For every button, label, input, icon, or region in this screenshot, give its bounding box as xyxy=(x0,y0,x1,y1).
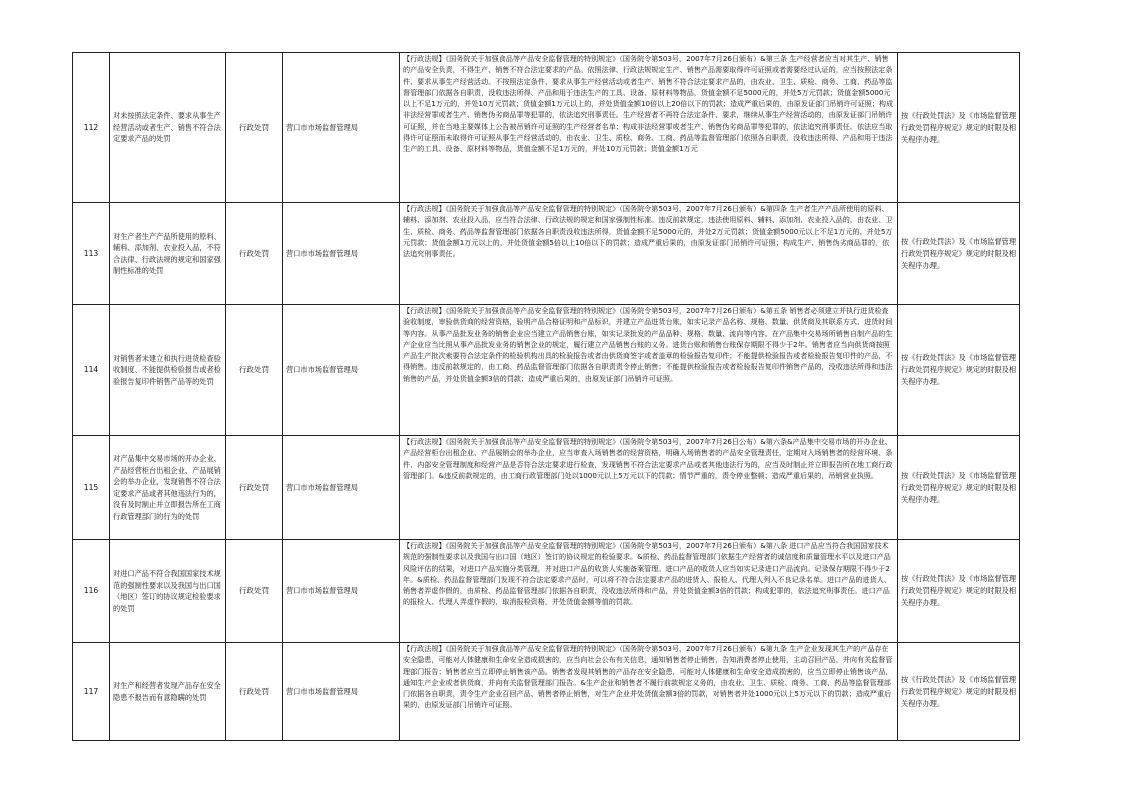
item-procedure-note: 按《行政处罚法》及《市场监督管理行政处罚程序规定》规定的时限及相关程序办理。 xyxy=(898,305,1020,436)
item-type: 行政处罚 xyxy=(226,643,283,741)
item-name: 对生产和经营者发现产品存在安全隐患不报告而有意隐瞒的处罚 xyxy=(110,643,226,741)
item-type: 行政处罚 xyxy=(226,540,283,643)
item-name: 对生产者生产产品所使用的原料、辅料、添加剂、农业投入品，不符合法律、行政法规的规定和国家强制性标准的处罚 xyxy=(110,203,226,305)
item-legal-basis xyxy=(400,53,898,203)
item-legal-basis-text: 【行政法规】《国务院关于加强食品等产品安全监督管理的特别规定》（国务院令第503号，2007年7月26日颁布）&第八条 进口产品应当符合我国国家技术规范的强制性要求以及我国与出口国（地区）签订的协议规定的检验要求。&质检、药品监督管理部门依据生产经营者的诚信度和质量管理水平以及进口产品风险评估的结果，对进口产品实施分类管理，并对进口产品的收货人实施备案管理。进口产品的收货人应当如实记录进口产品流向。记录保存期限不得少于2年。&质检、药品监督管理部门发现不符合法定要求产品时，可以将不符合法定要求产品的进货人、报检人、代理人列入不良记录名单。进口产品的进货人、销售者弄虚作假的，由质检、药品监督管理部门依据各自职责，没收违法所得和产品，并处货值金额3倍的罚款；构成犯罪的，依法追究刑事责任。进口产品的报检人、代理人弄虚作假的，取消报检资格，并处货值金额等值的罚款。 xyxy=(403,541,891,607)
item-authority: 营口市市场监督管理局 xyxy=(283,203,400,305)
item-legal-basis xyxy=(400,540,898,643)
item-legal-basis xyxy=(400,305,898,436)
item-name: 对未按照法定条件、要求从事生产经营活动或者生产、销售不符合法定要求产品的处罚 xyxy=(110,53,226,203)
item-procedure-note: 按《行政处罚法》及《市场监督管理行政处罚程序规定》规定的时限及相关程序办理。 xyxy=(898,643,1020,741)
table-row xyxy=(73,203,1020,305)
item-procedure-note: 按《行政处罚法》及《市场监督管理行政处罚程序规定》规定的时限及相关程序办理。 xyxy=(898,436,1020,540)
penalty-items-table xyxy=(72,52,1020,741)
item-name: 对产品集中交易市场的开办企业、产品经营柜台出租企业、产品展销会的举办企业，发现销售不符合法定要求产品或者其他违法行为的，没有及时制止并立即报告所在工商行政管理部门的行为的处罚 xyxy=(110,436,226,540)
table-row xyxy=(73,305,1020,436)
table-row xyxy=(73,540,1020,643)
item-legal-basis-text: 【行政法规】《国务院关于加强食品等产品安全监督管理的特别规定》（国务院令第503号，2007年7月26日颁布）&第九条 生产企业发现其生产的产品存在安全隐患，可能对人体健康和生命安全造成损害的，应当向社会公布有关信息，通知销售者停止销售，告知消费者停止使用，主动召回产品，并向有关监督管理部门报告；销售者应当立即停止销售该产品。销售者发现其销售的产品存在安全隐患，可能对人体健康和生命安全造成损害的，应当立即停止销售该产品，通知生产企业或者供货商，并向有关监督管理部门报告。&生产企业和销售者不履行前款规定义务的，由农业、卫生、质检、商务、工商、药品等监督管理部门依据各自职责，责令生产企业召回产品、销售者停止销售，对生产企业并处货值金额3倍的罚款，对销售者并处1000元以上5万元以下的罚款；造成严重后果的，由原发证部门吊销许可证照。 xyxy=(403,644,893,710)
item-legal-basis-text: 【行政法规】《国务院关于加强食品等产品安全监督管理的特别规定》（国务院令第503号，2007年7月26日颁布）&第三条 生产经营者应当对其生产、销售的产品安全负责，不得生产、销售不符合法定要求的产品。依照法律、行政法规规定生产、销售产品需要取得许可证照或者需要经过认证的，应当按照法定条件、要求从事生产经营活动。不按照法定条件、要求从事生产经营活动或者生产、销售不符合法定要求产品的，由农业、卫生、质检、商务、工商、药品等监督管理部门依据各自职责，没收违法所得、产品和用于违法生产的工具、设备、原材料等物品，货值金额不足5000元的，并处5万元罚款；货值金额5000元以上不足1万元的，并处10万元罚款；货值金额1万元以上的，并处货值金额10倍以上20倍以下的罚款；造成严重后果的，由原发证部门吊销许可证照；构成非法经营罪或者生产、销售伪劣商品罪等犯罪的，依法追究刑事责任。生产经营者不再符合法定条件、要求，继续从事生产经营活动的，由原发证部门吊销许可证照，并在当地主要媒体上公告被吊销许可证照的生产经营者名单；构成非法经营罪或者生产、销售伪劣商品罪等犯罪的，依法追究刑事责任。依法应当取得许可证照而未取得许可证照从事生产经营活动的，由农业、卫生、质检、商务、工商、药品等监督管理部门依照各自职责，没收违法所得、产品和用于违法生产的工具、设备、原材料等物品，货值金额不足1万元的，并处10万元罚款；货值金额1万元 xyxy=(403,54,894,154)
item-number: 115 xyxy=(73,436,110,540)
item-number: 112 xyxy=(73,53,110,203)
item-authority: 营口市市场监督管理局 xyxy=(283,643,400,741)
table-row xyxy=(73,436,1020,540)
item-type: 行政处罚 xyxy=(226,436,283,540)
item-number: 116 xyxy=(73,540,110,643)
item-procedure-note: 按《行政处罚法》及《市场监督管理行政处罚程序规定》规定的时限及相关程序办理。 xyxy=(898,540,1020,643)
item-authority: 营口市市场监督管理局 xyxy=(283,53,400,203)
item-legal-basis xyxy=(400,436,898,540)
item-legal-basis xyxy=(400,643,898,741)
table-row xyxy=(73,53,1020,203)
item-procedure-note: 按《行政处罚法》及《市场监督管理行政处罚程序规定》规定的时限及相关程序办理。 xyxy=(898,203,1020,305)
item-type: 行政处罚 xyxy=(226,53,283,203)
item-legal-basis-text: 【行政法规】《国务院关于加强食品等产品安全监督管理的特别规定》（国务院令第503号，2007年7月26日颁布）&第四条 生产者生产产品所使用的原料、辅料、添加剂、农业投入品，应当符合法律、行政法规的规定和国家强制性标准。违反前款规定，违法使用原料、辅料、添加剂、农业投入品的，由农业、卫生、质检、商务、药品等监督管理部门依据各自职责没收违法所得，货值金额不足5000元的，并处2万元罚款；货值金额5000元以上不足1万元的，并处5万元罚款；货值金额1万元以上的，并处货值金额5倍以上10倍以下的罚款；造成严重后果的，由原发证部门吊销许可证照；构成生产、销售伪劣商品罪的，依法追究刑事责任。 xyxy=(403,204,893,259)
item-authority: 营口市市场监督管理局 xyxy=(283,436,400,540)
item-name: 对销售者未建立和执行进货检查验收制度、不能提供检验报告或者检验报告复印件销售产品等的处罚 xyxy=(110,305,226,436)
item-authority: 营口市市场监督管理局 xyxy=(283,305,400,436)
item-type: 行政处罚 xyxy=(226,305,283,436)
table-row xyxy=(73,643,1020,741)
item-number: 113 xyxy=(73,203,110,305)
item-legal-basis-text: 【行政法规】《国务院关于加强食品等产品安全监督管理的特别规定》（国务院令第503号，2007年7月26日颁布）&第五条 销售者必须建立并执行进货检查验收制度，审验供货商的经营资格，验明产品合格证明和产品标识，并建立产品进货台账，如实记录产品名称、规格、数量、供货商及其联系方式、进货时间等内容。从事产品批发业务的销售企业应当建立产品销售台账，如实记录批发的产品品种、规格、数量、流向等内容。在产品集中交易场所销售自制产品的生产企业应当比照从事产品批发业务的销售企业的规定，履行建立产品销售台账的义务。进货台账和销售台账保存期限不得少于2年。销售者应当向供货商按照产品生产批次索要符合法定条件的检验机构出具的检验报告或者由供货商签字或者盖章的检验报告复印件；不能提供检验报告或者检验报告复印件的产品，不得销售。违反前款规定的，由工商、药品监督管理部门依据各自职责责令停止销售；不能提供检验报告或者检验报告复印件销售产品的，没收违法所得和违法销售的产品，并处货值金额3倍的罚款；造成严重后果的，由原发证部门吊销许可证照。 xyxy=(403,306,893,383)
item-number: 117 xyxy=(73,643,110,741)
item-name: 对进口产品不符合我国国家技术规范的强制性要求以及我国与出口国（地区）签订的协议规定检验要求的处罚 xyxy=(110,540,226,643)
item-type: 行政处罚 xyxy=(226,203,283,305)
item-number: 114 xyxy=(73,305,110,436)
item-authority: 营口市市场监督管理局 xyxy=(283,540,400,643)
item-procedure-note: 按《行政处罚法》及《市场监督管理行政处罚程序规定》规定的时限及相关程序办理。 xyxy=(898,53,1020,203)
item-legal-basis-text: 【行政法规】《国务院关于加强食品等产品安全监督管理的特别规定》（国务院令第503号，2007年7月26日公布）&第六条&产品集中交易市场的开办企业、产品经营柜台出租企业、产品展销会的举办企业，应当审查入场销售者的经营资格，明确入场销售者的产品安全管理责任，定期对入场销售者的经营环境、条件、内部安全管理制度和经营产品是否符合法定要求进行检查，发现销售不符合法定要求产品或者其他违法行为的，应当及时制止并立即报告所在地工商行政管理部门。&违反前款规定的，由工商行政管理部门处以1000元以上5万元以下的罚款；情节严重的，责令停业整顿；造成严重后果的，吊销营业执照。 xyxy=(403,437,893,480)
item-legal-basis xyxy=(400,203,898,305)
